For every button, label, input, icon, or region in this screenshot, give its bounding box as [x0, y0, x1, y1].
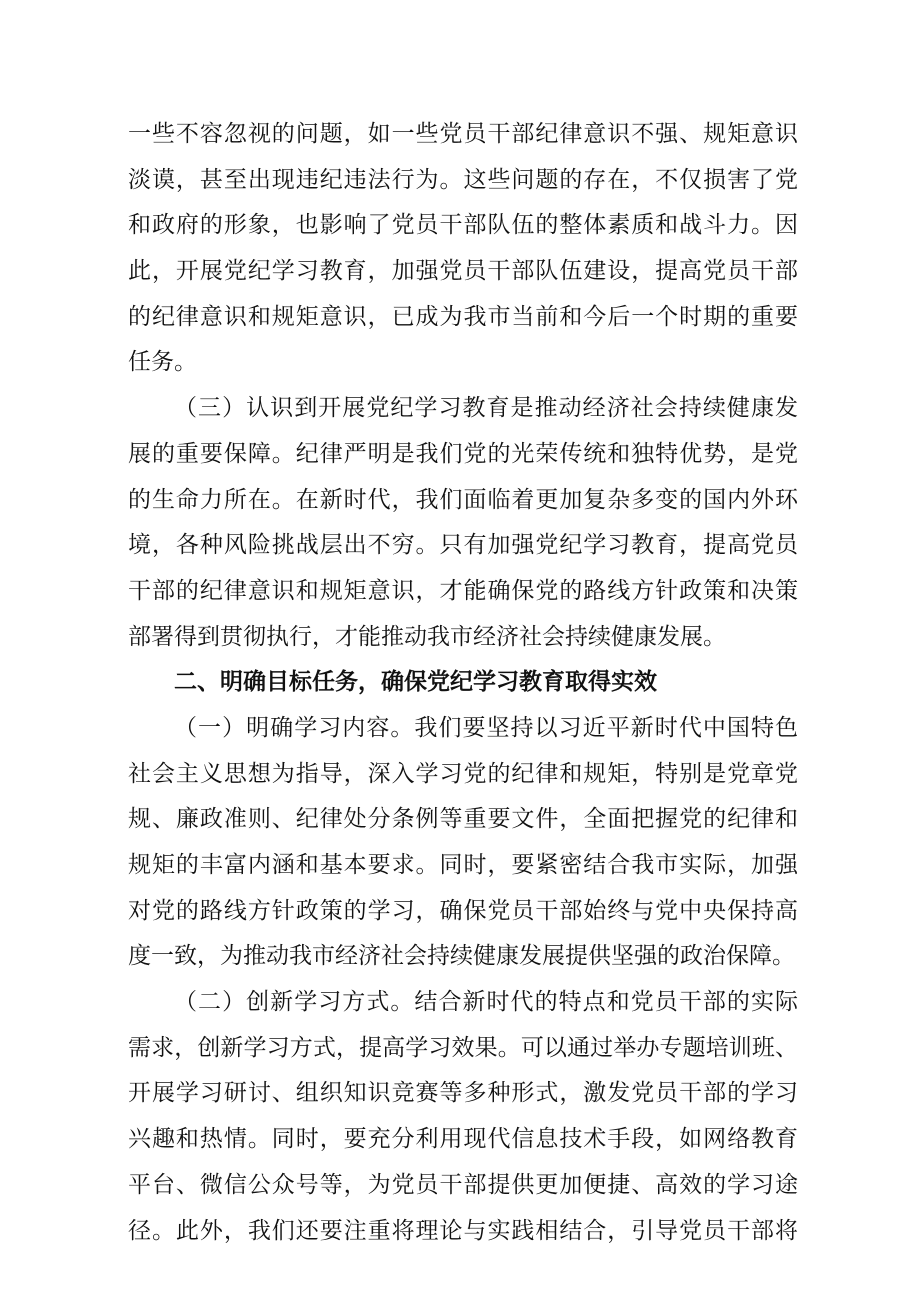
text-line: 此，开展党纪学习教育，加强党员干部队伍建设，提高党员干部: [128, 258, 798, 285]
paragraph-first-line: （三）认识到开展党纪学习教育是推动经济社会持续健康发: [174, 395, 798, 422]
text-line: 平台、微信公众号等，为党员干部提供更加便捷、高效的学习途: [128, 1171, 798, 1198]
text-line: 开展学习研讨、组织知识竞赛等多种形式，激发党员干部的学习: [128, 1080, 798, 1107]
text-line: 兴趣和热情。同时，要充分利用现代信息技术手段，如网络教育: [128, 1126, 798, 1153]
section-heading: 二、明确目标任务，确保党纪学习教育取得实效: [174, 669, 657, 696]
text-line: 社会主义思想为指导，深入学习党的纪律和规矩，特别是党章党: [128, 760, 798, 787]
text-line: 任务。: [128, 349, 197, 376]
text-line: 需求，创新学习方式，提高学习效果。可以通过举办专题培训班、: [128, 1034, 798, 1061]
text-line: 度一致，为推动我市经济社会持续健康发展提供坚强的政治保障。: [128, 943, 795, 970]
text-line: 淡谟，甚至出现违纪违法行为。这些问题的存在，不仅损害了党: [128, 166, 798, 193]
text-line: 规矩的丰富内涵和基本要求。同时，要紧密结合我市实际，加强: [128, 852, 798, 878]
text-line: 部署得到贯彻执行，才能推动我市经济社会持续健康发展。: [128, 623, 726, 650]
text-line: 干部的纪律意识和规矩意识，才能确保党的路线方针政策和决策: [128, 577, 798, 604]
paragraph-first-line: （一）明确学习内容。我们要坚持以习近平新时代中国特色: [174, 714, 798, 741]
text-line: 的纪律意识和规矩意识，已成为我市当前和今后一个时期的重要: [128, 303, 798, 330]
text-line: 展的重要保障。纪律严明是我们党的光荣传统和独特优势，是党: [128, 440, 798, 467]
paragraph-first-line: （二）创新学习方式。结合新时代的特点和党员干部的实际: [174, 989, 798, 1016]
text-line: 和政府的形象，也影响了党员干部队伍的整体素质和战斗力。因: [128, 212, 798, 239]
text-line: 对党的路线方针政策的学习，确保党员干部始终与党中央保持高: [128, 897, 798, 924]
text-line: 的生命力所在。在新时代，我们面临着更加复杂多变的国内外环: [128, 486, 798, 513]
text-line: 一些不容忽视的问题，如一些党员干部纪律意识不强、规矩意识: [128, 121, 798, 147]
document-body: [128, 112, 798, 1254]
text-line: 境，各种风险挑战层出不穷。只有加强党纪学习教育，提高党员: [128, 532, 798, 559]
text-line: 规、廉政准则、纪律处分条例等重要文件，全面把握党的纪律和: [128, 806, 798, 833]
text-line: 径。此外，我们还要注重将理论与实践相结合，引导党员干部将: [128, 1217, 798, 1244]
